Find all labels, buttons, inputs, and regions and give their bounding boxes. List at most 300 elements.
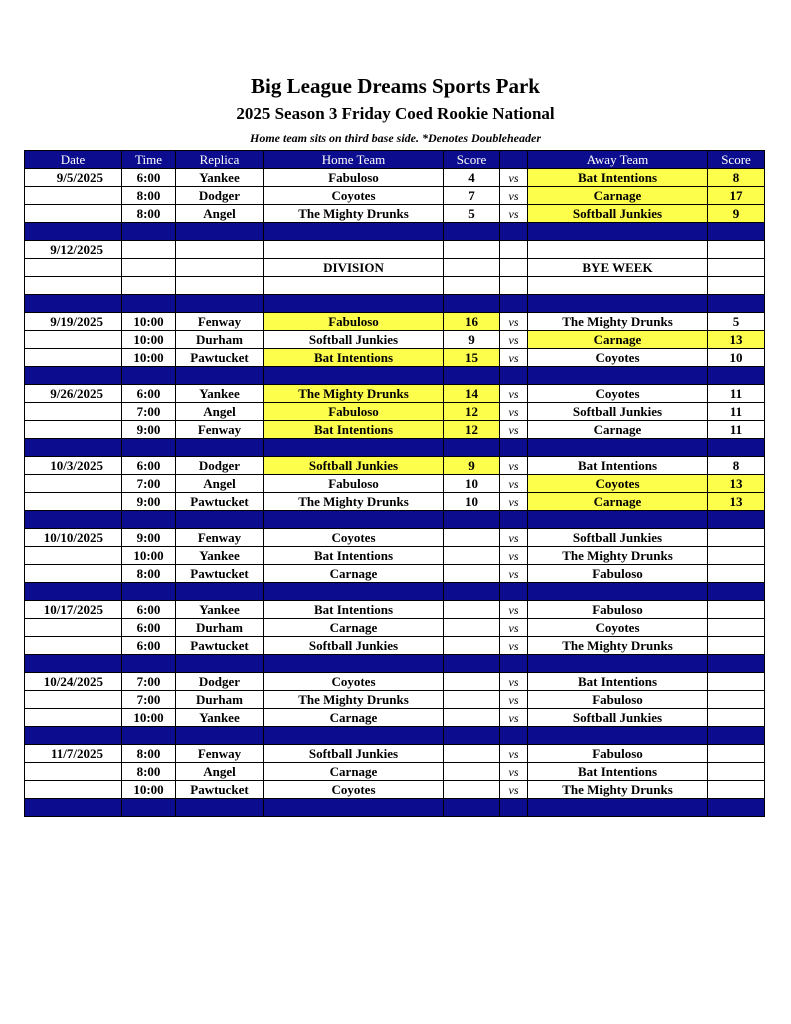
away-team-cell: Fabuloso: [528, 601, 708, 619]
band-cell: [500, 583, 528, 601]
away-team-cell: Coyotes: [528, 349, 708, 367]
band-cell: [122, 727, 176, 745]
away-score-cell: 13: [708, 493, 765, 511]
date-cell: [25, 637, 122, 655]
away-team-cell: Bat Intentions: [528, 673, 708, 691]
vs-cell: vs: [500, 349, 528, 367]
band-cell: [444, 799, 500, 817]
band-cell: [264, 727, 444, 745]
game-row: [25, 349, 765, 367]
vs-cell: vs: [500, 781, 528, 799]
time-cell: 6:00: [122, 619, 176, 637]
game-row: [25, 421, 765, 439]
band-cell: [528, 655, 708, 673]
band-cell: [708, 799, 765, 817]
away-team-cell: Bat Intentions: [528, 457, 708, 475]
week-separator-band: [25, 223, 765, 241]
time-cell: 10:00: [122, 331, 176, 349]
date-cell: [25, 331, 122, 349]
game-row: [25, 259, 765, 277]
page-subtitle: 2025 Season 3 Friday Coed Rookie National: [236, 104, 555, 123]
home-team-cell: Softball Junkies: [264, 745, 444, 763]
band-cell: [25, 727, 122, 745]
away-score-cell: 8: [708, 169, 765, 187]
game-row: [25, 637, 765, 655]
time-cell: [122, 241, 176, 259]
date-cell: 11/7/2025: [25, 745, 122, 763]
away-score-cell: 11: [708, 385, 765, 403]
game-row: [25, 241, 765, 259]
vs-cell: vs: [500, 403, 528, 421]
band-cell: [264, 439, 444, 457]
vs-cell: vs: [500, 313, 528, 331]
replica-cell: Durham: [176, 619, 264, 637]
away-score-cell: [708, 709, 765, 727]
home-team-cell: Coyotes: [264, 673, 444, 691]
replica-cell: [176, 259, 264, 277]
band-cell: [528, 223, 708, 241]
replica-cell: Durham: [176, 331, 264, 349]
home-team-cell: Fabuloso: [264, 313, 444, 331]
home-score-cell: [444, 619, 500, 637]
away-team-cell: Fabuloso: [528, 565, 708, 583]
away-team-cell: Softball Junkies: [528, 709, 708, 727]
vs-cell: vs: [500, 691, 528, 709]
band-cell: [708, 511, 765, 529]
band-cell: [500, 223, 528, 241]
away-team-cell: Fabuloso: [528, 691, 708, 709]
away-team-cell: Coyotes: [528, 385, 708, 403]
week-separator-band: [25, 727, 765, 745]
replica-cell: Dodger: [176, 673, 264, 691]
date-cell: [25, 259, 122, 277]
band-cell: [444, 223, 500, 241]
vs-cell: vs: [500, 529, 528, 547]
band-cell: [708, 655, 765, 673]
time-cell: 9:00: [122, 421, 176, 439]
replica-cell: Fenway: [176, 421, 264, 439]
time-cell: 10:00: [122, 313, 176, 331]
game-row: [25, 169, 765, 187]
away-team-cell: Bat Intentions: [528, 169, 708, 187]
home-score-cell: 10: [444, 475, 500, 493]
date-cell: 10/3/2025: [25, 457, 122, 475]
game-row: [25, 781, 765, 799]
away-team-cell: Carnage: [528, 187, 708, 205]
away-score-cell: [708, 259, 765, 277]
away-team-cell: Coyotes: [528, 619, 708, 637]
band-cell: [500, 727, 528, 745]
band-cell: [708, 439, 765, 457]
away-score-cell: [708, 529, 765, 547]
time-cell: 8:00: [122, 763, 176, 781]
away-score-cell: [708, 601, 765, 619]
home-score-cell: [444, 709, 500, 727]
game-row: [25, 331, 765, 349]
home-score-cell: [444, 637, 500, 655]
col-header-replica: Replica: [176, 151, 264, 169]
replica-cell: Yankee: [176, 169, 264, 187]
replica-cell: Yankee: [176, 709, 264, 727]
time-cell: 6:00: [122, 601, 176, 619]
band-cell: [708, 583, 765, 601]
date-cell: 10/24/2025: [25, 673, 122, 691]
game-row: [25, 691, 765, 709]
band-cell: [176, 799, 264, 817]
game-row: [25, 493, 765, 511]
replica-cell: Durham: [176, 691, 264, 709]
home-score-cell: 10: [444, 493, 500, 511]
band-cell: [25, 799, 122, 817]
date-cell: [25, 781, 122, 799]
home-score-cell: 7: [444, 187, 500, 205]
time-cell: 8:00: [122, 205, 176, 223]
band-cell: [444, 583, 500, 601]
band-cell: [176, 655, 264, 673]
schedule-note: Home team sits on third base side. *Denotes Doubleheader: [250, 131, 541, 145]
vs-cell: vs: [500, 331, 528, 349]
vs-cell: [500, 277, 528, 295]
home-score-cell: [444, 547, 500, 565]
home-team-cell: Carnage: [264, 619, 444, 637]
away-score-cell: 5: [708, 313, 765, 331]
home-team-cell: [264, 241, 444, 259]
game-row: [25, 385, 765, 403]
replica-cell: Fenway: [176, 529, 264, 547]
band-cell: [528, 799, 708, 817]
col-header-time: Time: [122, 151, 176, 169]
week-separator-band: [25, 655, 765, 673]
date-cell: [25, 619, 122, 637]
band-cell: [122, 655, 176, 673]
date-cell: [25, 187, 122, 205]
home-score-cell: 15: [444, 349, 500, 367]
home-team-cell: Fabuloso: [264, 403, 444, 421]
date-cell: [25, 205, 122, 223]
home-team-cell: Coyotes: [264, 781, 444, 799]
away-score-cell: [708, 691, 765, 709]
away-team-cell: The Mighty Drunks: [528, 313, 708, 331]
away-team-cell: The Mighty Drunks: [528, 637, 708, 655]
home-score-cell: [444, 745, 500, 763]
game-row: [25, 205, 765, 223]
band-cell: [708, 223, 765, 241]
replica-cell: Yankee: [176, 547, 264, 565]
replica-cell: [176, 241, 264, 259]
band-cell: [528, 439, 708, 457]
home-team-cell: Bat Intentions: [264, 601, 444, 619]
time-cell: 9:00: [122, 529, 176, 547]
replica-cell: Dodger: [176, 187, 264, 205]
replica-cell: Angel: [176, 475, 264, 493]
home-team-cell: DIVISION: [264, 259, 444, 277]
home-team-cell: Bat Intentions: [264, 547, 444, 565]
home-score-cell: 12: [444, 403, 500, 421]
home-team-cell: Fabuloso: [264, 169, 444, 187]
home-team-cell: Coyotes: [264, 187, 444, 205]
time-cell: 10:00: [122, 349, 176, 367]
band-cell: [528, 511, 708, 529]
date-cell: 9/19/2025: [25, 313, 122, 331]
home-team-cell: Carnage: [264, 565, 444, 583]
vs-cell: vs: [500, 745, 528, 763]
game-row: [25, 709, 765, 727]
band-cell: [528, 367, 708, 385]
home-team-cell: Carnage: [264, 763, 444, 781]
vs-cell: vs: [500, 493, 528, 511]
band-cell: [708, 727, 765, 745]
replica-cell: Angel: [176, 763, 264, 781]
band-cell: [500, 439, 528, 457]
band-cell: [176, 295, 264, 313]
band-cell: [444, 439, 500, 457]
away-score-cell: [708, 565, 765, 583]
band-cell: [264, 295, 444, 313]
away-team-cell: Coyotes: [528, 475, 708, 493]
col-header-home-score: Score: [444, 151, 500, 169]
vs-cell: vs: [500, 457, 528, 475]
page-title: Big League Dreams Sports Park: [251, 74, 540, 98]
home-score-cell: [444, 673, 500, 691]
home-score-cell: 9: [444, 331, 500, 349]
time-cell: 6:00: [122, 637, 176, 655]
replica-cell: Yankee: [176, 385, 264, 403]
vs-cell: vs: [500, 601, 528, 619]
home-team-cell: Bat Intentions: [264, 421, 444, 439]
away-team-cell: Carnage: [528, 421, 708, 439]
away-score-cell: [708, 781, 765, 799]
band-cell: [122, 367, 176, 385]
date-cell: [25, 277, 122, 295]
band-cell: [176, 367, 264, 385]
game-row: [25, 601, 765, 619]
band-cell: [25, 367, 122, 385]
away-team-cell: BYE WEEK: [528, 259, 708, 277]
game-row: [25, 673, 765, 691]
home-score-cell: [444, 277, 500, 295]
home-score-cell: [444, 763, 500, 781]
band-cell: [176, 439, 264, 457]
away-team-cell: Carnage: [528, 331, 708, 349]
week-separator-band: [25, 583, 765, 601]
band-cell: [176, 583, 264, 601]
home-team-cell: The Mighty Drunks: [264, 385, 444, 403]
week-separator-band: [25, 295, 765, 313]
away-score-cell: 11: [708, 421, 765, 439]
vs-cell: vs: [500, 475, 528, 493]
band-cell: [264, 583, 444, 601]
home-score-cell: [444, 241, 500, 259]
time-cell: [122, 259, 176, 277]
home-score-cell: [444, 601, 500, 619]
away-score-cell: [708, 763, 765, 781]
vs-cell: vs: [500, 205, 528, 223]
vs-cell: vs: [500, 385, 528, 403]
away-score-cell: [708, 277, 765, 295]
time-cell: 8:00: [122, 187, 176, 205]
time-cell: 6:00: [122, 385, 176, 403]
replica-cell: Dodger: [176, 457, 264, 475]
band-cell: [122, 583, 176, 601]
date-cell: [25, 403, 122, 421]
band-cell: [176, 511, 264, 529]
vs-cell: vs: [500, 547, 528, 565]
replica-cell: Fenway: [176, 313, 264, 331]
col-header-date: Date: [25, 151, 122, 169]
game-row: [25, 619, 765, 637]
date-cell: 10/17/2025: [25, 601, 122, 619]
game-row: [25, 763, 765, 781]
date-cell: [25, 763, 122, 781]
vs-cell: vs: [500, 619, 528, 637]
away-score-cell: [708, 547, 765, 565]
vs-cell: vs: [500, 565, 528, 583]
vs-cell: vs: [500, 637, 528, 655]
vs-cell: [500, 259, 528, 277]
home-team-cell: Fabuloso: [264, 475, 444, 493]
vs-cell: vs: [500, 421, 528, 439]
band-cell: [264, 367, 444, 385]
vs-cell: [500, 241, 528, 259]
band-cell: [500, 655, 528, 673]
time-cell: [122, 277, 176, 295]
band-cell: [122, 223, 176, 241]
band-cell: [122, 799, 176, 817]
away-team-cell: The Mighty Drunks: [528, 781, 708, 799]
band-cell: [444, 367, 500, 385]
game-row: [25, 187, 765, 205]
band-cell: [264, 511, 444, 529]
col-header-away-score: Score: [708, 151, 765, 169]
band-cell: [444, 727, 500, 745]
home-team-cell: The Mighty Drunks: [264, 205, 444, 223]
time-cell: 7:00: [122, 475, 176, 493]
replica-cell: Pawtucket: [176, 349, 264, 367]
vs-cell: vs: [500, 709, 528, 727]
band-cell: [500, 295, 528, 313]
game-row: [25, 457, 765, 475]
game-row: [25, 277, 765, 295]
col-header-home-team: Home Team: [264, 151, 444, 169]
vs-cell: vs: [500, 673, 528, 691]
band-cell: [122, 511, 176, 529]
date-cell: 10/10/2025: [25, 529, 122, 547]
away-score-cell: [708, 241, 765, 259]
home-team-cell: Softball Junkies: [264, 457, 444, 475]
time-cell: 6:00: [122, 169, 176, 187]
away-team-cell: Softball Junkies: [528, 403, 708, 421]
band-cell: [264, 799, 444, 817]
away-score-cell: 10: [708, 349, 765, 367]
date-cell: [25, 421, 122, 439]
time-cell: 7:00: [122, 403, 176, 421]
time-cell: 7:00: [122, 691, 176, 709]
game-row: [25, 475, 765, 493]
band-cell: [500, 799, 528, 817]
away-score-cell: 13: [708, 331, 765, 349]
band-cell: [264, 223, 444, 241]
time-cell: 10:00: [122, 547, 176, 565]
date-cell: [25, 475, 122, 493]
week-separator-band: [25, 439, 765, 457]
band-cell: [444, 511, 500, 529]
time-cell: 9:00: [122, 493, 176, 511]
date-cell: 9/5/2025: [25, 169, 122, 187]
game-row: [25, 745, 765, 763]
home-score-cell: [444, 529, 500, 547]
date-cell: 9/26/2025: [25, 385, 122, 403]
home-score-cell: [444, 565, 500, 583]
col-header-away-team: Away Team: [528, 151, 708, 169]
replica-cell: Pawtucket: [176, 565, 264, 583]
away-score-cell: [708, 745, 765, 763]
game-row: [25, 565, 765, 583]
header-row: [25, 151, 765, 169]
away-score-cell: 8: [708, 457, 765, 475]
home-team-cell: Carnage: [264, 709, 444, 727]
date-cell: [25, 709, 122, 727]
band-cell: [444, 295, 500, 313]
date-cell: [25, 493, 122, 511]
away-team-cell: [528, 277, 708, 295]
replica-cell: Angel: [176, 205, 264, 223]
home-team-cell: Softball Junkies: [264, 637, 444, 655]
away-score-cell: 17: [708, 187, 765, 205]
vs-cell: vs: [500, 763, 528, 781]
time-cell: 7:00: [122, 673, 176, 691]
date-cell: [25, 547, 122, 565]
away-team-cell: Softball Junkies: [528, 529, 708, 547]
away-score-cell: [708, 673, 765, 691]
replica-cell: [176, 277, 264, 295]
schedule-table: [24, 150, 765, 817]
home-team-cell: Softball Junkies: [264, 331, 444, 349]
away-team-cell: The Mighty Drunks: [528, 547, 708, 565]
time-cell: 6:00: [122, 457, 176, 475]
week-separator-band: [25, 799, 765, 817]
home-team-cell: Coyotes: [264, 529, 444, 547]
away-score-cell: [708, 619, 765, 637]
away-team-cell: Softball Junkies: [528, 205, 708, 223]
home-score-cell: 16: [444, 313, 500, 331]
band-cell: [500, 367, 528, 385]
replica-cell: Pawtucket: [176, 637, 264, 655]
home-score-cell: 5: [444, 205, 500, 223]
band-cell: [25, 223, 122, 241]
home-score-cell: 4: [444, 169, 500, 187]
home-team-cell: The Mighty Drunks: [264, 691, 444, 709]
band-cell: [176, 223, 264, 241]
away-score-cell: [708, 637, 765, 655]
band-cell: [176, 727, 264, 745]
home-score-cell: 9: [444, 457, 500, 475]
game-row: [25, 313, 765, 331]
date-cell: [25, 565, 122, 583]
home-team-cell: The Mighty Drunks: [264, 493, 444, 511]
time-cell: 10:00: [122, 709, 176, 727]
game-row: [25, 547, 765, 565]
band-cell: [25, 655, 122, 673]
band-cell: [25, 295, 122, 313]
replica-cell: Fenway: [176, 745, 264, 763]
home-score-cell: [444, 691, 500, 709]
away-team-cell: Fabuloso: [528, 745, 708, 763]
vs-cell: vs: [500, 169, 528, 187]
replica-cell: Pawtucket: [176, 781, 264, 799]
away-team-cell: [528, 241, 708, 259]
away-team-cell: Carnage: [528, 493, 708, 511]
col-header-vs: [500, 151, 528, 169]
